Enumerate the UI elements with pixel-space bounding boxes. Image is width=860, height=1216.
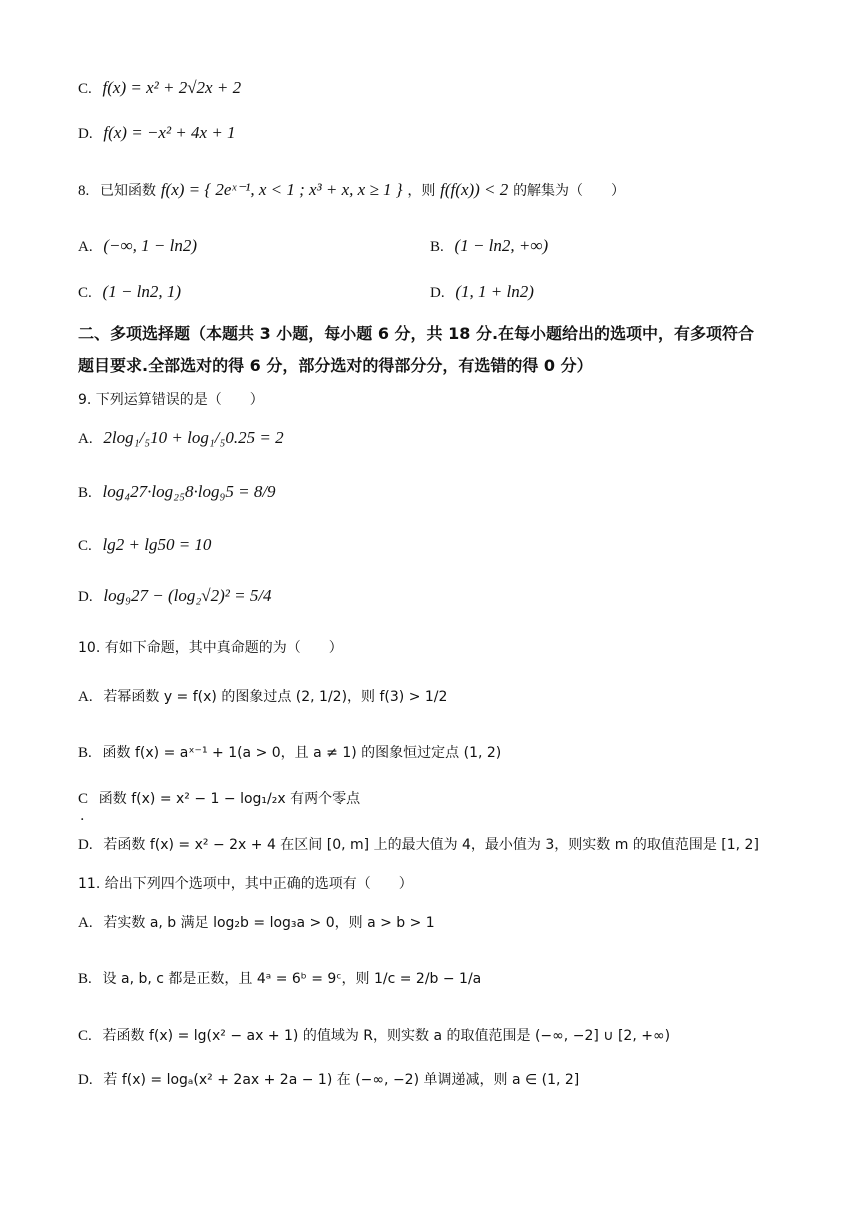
option-d-q7	[78, 123, 236, 144]
option-text: 函数 f(x) = x² − 1 − log₁/₂x 有两个零点	[98, 791, 361, 807]
option-label: B.	[78, 971, 92, 987]
option-math: f(x) = x² + 2√2x + 2	[102, 78, 242, 97]
dot-mark: .	[80, 808, 85, 824]
question-8	[78, 180, 625, 201]
section-heading-line: 二、多项选择题（本题共 3 小题，每小题 6 分，共 18 分.在每小题给出的选项中，有多项符合	[78, 324, 755, 343]
option-a-q10	[78, 686, 447, 707]
option-text: 若 f(x) = logₐ(x² + 2ax + 2a − 1) 在 (−∞, −2) 单调递减，则 a ∈ (1, 2]	[103, 1072, 580, 1088]
section-heading	[78, 318, 788, 382]
question-10: 10. 有如下命题，其中真命题的为（ ）	[78, 640, 343, 656]
option-text: 若函数 f(x) = x² − 2x + 4 在区间 [0, m] 上的最大值为 4，最小值为 3，则实数 m 的取值范围是 [1, 2]	[103, 837, 759, 853]
question-11: 11. 给出下列四个选项中，其中正确的选项有（ ）	[78, 876, 413, 892]
option-c-q11	[78, 1025, 670, 1046]
option-b-q10	[78, 742, 501, 763]
option-math: lg2 + lg50 = 10	[102, 535, 212, 554]
option-label: B.	[78, 745, 92, 761]
piecewise-function: f(x) = { 2eˣ⁻¹, x < 1 ; x³ + x, x ≥ 1 }	[160, 180, 403, 199]
option-label: A.	[78, 239, 93, 255]
option-label: D.	[78, 126, 93, 142]
question-text: 的解集为（ ）	[513, 183, 626, 199]
option-c-q7	[78, 78, 241, 99]
option-label: C.	[78, 538, 92, 554]
option-text: 设 a, b, c 都是正数，且 4ᵃ = 6ᵇ = 9ᶜ，则 1/c = 2/b − 1/a	[102, 971, 482, 987]
option-b-q8	[430, 236, 548, 257]
option-label: C.	[78, 81, 92, 97]
option-b-q11	[78, 968, 481, 989]
option-label: D.	[430, 285, 445, 301]
option-label: B.	[78, 485, 92, 501]
question-9: 9. 下列运算错误的是（ ）	[78, 392, 264, 408]
option-math: (−∞, 1 − ln2)	[103, 236, 197, 255]
option-math: f(x) = −x² + 4x + 1	[103, 123, 236, 142]
option-text: 若幂函数 y = f(x) 的图象过点 (2, 1/2)，则 f(3) > 1/2	[103, 689, 448, 705]
option-c-q9	[78, 535, 211, 556]
option-math: log₉27 − (log₂√2)² = 5/4	[103, 586, 272, 605]
option-label: A.	[78, 689, 93, 705]
option-label: C.	[78, 285, 92, 301]
option-c-q8	[78, 282, 181, 303]
option-text: 若函数 f(x) = lg(x² − ax + 1) 的值域为 R，则实数 a 的取值范围是 (−∞, −2] ∪ [2, +∞)	[102, 1028, 671, 1044]
option-math: (1 − ln2, +∞)	[454, 236, 549, 255]
option-a-q9	[78, 428, 284, 449]
option-math: (1 − ln2, 1)	[102, 282, 182, 301]
option-c-q10	[78, 788, 360, 809]
option-math: log₄27·log₂₅8·log₉5 = 8/9	[102, 482, 276, 501]
option-d-q10	[78, 834, 759, 855]
inequality: f(f(x)) < 2	[440, 180, 509, 199]
option-math: (1, 1 + ln2)	[455, 282, 534, 301]
option-d-q11	[78, 1069, 579, 1090]
option-label: C	[78, 791, 89, 807]
option-d-q8	[430, 282, 534, 303]
section-heading-line: 题目要求.全部选对的得 6 分，部分选对的得部分分，有选错的得 0 分）	[78, 356, 593, 375]
option-a-q8	[78, 236, 197, 257]
option-label: C.	[78, 1028, 92, 1044]
option-label: D.	[78, 589, 93, 605]
option-d-q9	[78, 586, 272, 607]
option-text: 若实数 a, b 满足 log₂b = log₃a > 0，则 a > b > 1	[103, 915, 435, 931]
question-text: 已知函数	[100, 183, 157, 199]
question-text: ，则	[407, 183, 436, 199]
question-number: 8.	[78, 183, 90, 199]
option-label: D.	[78, 1072, 93, 1088]
option-label: B.	[430, 239, 444, 255]
option-text: 函数 f(x) = aˣ⁻¹ + 1(a > 0，且 a ≠ 1) 的图象恒过定点 (1, 2)	[102, 745, 502, 761]
option-label: D.	[78, 837, 93, 853]
option-b-q9	[78, 482, 276, 503]
option-label: A.	[78, 915, 93, 931]
option-label: A.	[78, 431, 93, 447]
option-a-q11	[78, 912, 435, 933]
option-math: 2log₁/₅10 + log₁/₅0.25 = 2	[103, 428, 284, 447]
